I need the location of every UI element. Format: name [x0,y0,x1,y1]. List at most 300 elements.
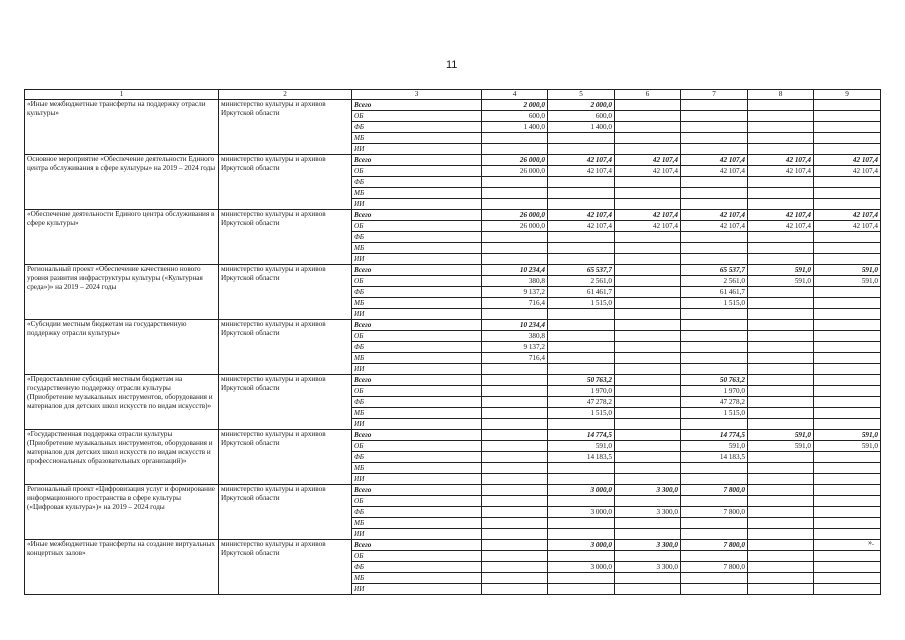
value-cell [748,573,814,584]
table-row-total [25,375,881,386]
value-cell [548,364,615,375]
value-cell [681,254,748,265]
value-cell [482,397,548,408]
value-cell [814,342,881,353]
funding-source-cell: МБ [352,518,482,529]
value-cell [681,496,748,507]
value-cell: 591,0 [814,276,881,287]
funding-source-cell: Всего [352,485,482,496]
value-cell [615,254,681,265]
value-cell: 1 515,0 [681,408,748,419]
value-cell [482,386,548,397]
value-cell [748,463,814,474]
value-cell: 50 763,2 [681,375,748,386]
value-cell [482,551,548,562]
value-cell [814,551,881,562]
value-cell [748,199,814,210]
value-cell: 14 774,5 [681,430,748,441]
value-cell [548,474,615,485]
value-cell: 65 537,7 [548,265,615,276]
value-cell [748,111,814,122]
value-cell [681,573,748,584]
value-cell [814,353,881,364]
value-cell [482,529,548,540]
value-cell: 42 107,4 [748,166,814,177]
value-cell [748,452,814,463]
responsible-cell: министерство культуры и архивов Иркутской области [219,320,352,375]
value-cell [482,584,548,595]
value-cell [482,419,548,430]
value-cell [681,177,748,188]
value-cell [748,287,814,298]
value-cell [814,562,881,573]
value-cell [814,177,881,188]
value-cell [748,584,814,595]
funding-source-cell: ФБ [352,452,482,463]
value-cell [615,474,681,485]
measure-name-cell: Региональный проект «Цифровизация услуг и формирование информационного пространства в сфере культуры («Цифровая культура»)» на 2019 – 2024 годы [25,485,219,540]
value-cell [615,375,681,386]
value-cell [748,320,814,331]
header-row [25,90,881,100]
value-cell [615,551,681,562]
value-cell: 2 000,0 [482,100,548,111]
value-cell [681,419,748,430]
value-cell: 591,0 [748,265,814,276]
value-cell [681,232,748,243]
value-cell [615,276,681,287]
column-header: 7 [681,90,748,100]
value-cell: 42 107,4 [615,221,681,232]
value-cell: 14 183,5 [548,452,615,463]
value-cell [615,188,681,199]
funding-source-cell: Всего [352,265,482,276]
value-cell [615,430,681,441]
value-cell [548,331,615,342]
value-cell [814,144,881,155]
value-cell [615,133,681,144]
value-cell [681,100,748,111]
measure-name-cell: «Обеспечение деятельности Единого центра обслуживания в сфере культуры» [25,210,219,265]
value-cell [615,408,681,419]
value-cell [748,122,814,133]
value-cell [748,254,814,265]
value-cell [548,573,615,584]
funding-source-cell: ОБ [352,331,482,342]
funding-source-cell: Всего [352,540,482,551]
value-cell: 380,8 [482,331,548,342]
value-cell [814,463,881,474]
funding-source-cell: ОБ [352,111,482,122]
measure-name-cell: Основное мероприятие «Обеспечение деятельности Единого центра обслуживания в сфере культуры» на 2019 – 2024 годы [25,155,219,210]
value-cell [615,353,681,364]
value-cell: 42 107,4 [548,221,615,232]
funding-source-cell: Всего [352,430,482,441]
funding-source-cell: МБ [352,573,482,584]
budget-table [24,89,881,595]
value-cell [681,353,748,364]
value-cell: 591,0 [814,265,881,276]
value-cell [681,133,748,144]
value-cell [482,507,548,518]
measure-name-cell: «Государственная поддержка отрасли культуры (Приобретение музыкальных инструментов, оборудования и материалов для детских школ искусств по видам искусств и профессиональных образовательных организаций)» [25,430,219,485]
value-cell [482,375,548,386]
value-cell [615,441,681,452]
funding-source-cell: ИИ [352,199,482,210]
value-cell [482,408,548,419]
value-cell: 42 107,4 [548,155,615,166]
funding-source-cell: ФБ [352,397,482,408]
responsible-cell: министерство культуры и архивов Иркутской области [219,375,352,430]
value-cell [615,419,681,430]
value-cell [482,474,548,485]
responsible-cell: министерство культуры и архивов Иркутской области [219,100,352,155]
value-cell [548,177,615,188]
funding-source-cell: ОБ [352,496,482,507]
value-cell [615,243,681,254]
value-cell [748,133,814,144]
funding-source-cell: ФБ [352,562,482,573]
value-cell [814,298,881,309]
value-cell [748,529,814,540]
funding-source-cell: ОБ [352,166,482,177]
value-cell [681,320,748,331]
value-cell: 3 000,0 [548,540,615,551]
value-cell [615,265,681,276]
page-number: 11 [446,59,458,71]
column-header: 5 [548,90,615,100]
value-cell: 1 515,0 [548,298,615,309]
value-cell [681,111,748,122]
column-header: 1 [25,90,219,100]
measure-name-cell: «Иные межбюджетные трансферты на поддержку отрасли культуры» [25,100,219,155]
value-cell: 1 515,0 [681,298,748,309]
funding-source-cell: МБ [352,463,482,474]
value-cell [615,397,681,408]
value-cell [615,199,681,210]
value-cell [814,100,881,111]
value-cell [748,551,814,562]
value-cell [814,309,881,320]
value-cell [482,518,548,529]
value-cell [748,496,814,507]
value-cell [814,287,881,298]
value-cell: 591,0 [814,430,881,441]
value-cell [482,232,548,243]
column-header: 8 [748,90,814,100]
funding-source-cell: ФБ [352,342,482,353]
value-cell [548,199,615,210]
value-cell: 1 970,0 [548,386,615,397]
value-cell [748,144,814,155]
value-cell: 7 800,0 [681,507,748,518]
value-cell [814,397,881,408]
funding-source-cell: ОБ [352,386,482,397]
value-cell: 2 000,0 [548,100,615,111]
funding-source-cell: МБ [352,408,482,419]
responsible-cell: министерство культуры и архивов Иркутской области [219,210,352,265]
value-cell [482,430,548,441]
value-cell [748,408,814,419]
funding-source-cell: Всего [352,100,482,111]
value-cell: 7 800,0 [681,562,748,573]
value-cell [548,551,615,562]
value-cell [681,584,748,595]
value-cell: 42 107,4 [681,166,748,177]
value-cell [615,144,681,155]
value-cell: 42 107,4 [814,221,881,232]
table-row-total [25,155,881,166]
funding-source-cell: ФБ [352,122,482,133]
funding-source-cell: МБ [352,353,482,364]
value-cell: 47 278,2 [548,397,615,408]
value-cell: 591,0 [548,441,615,452]
value-cell: 65 537,7 [681,265,748,276]
value-cell [748,364,814,375]
funding-source-cell: Всего [352,320,482,331]
value-cell: 3 300,0 [615,507,681,518]
value-cell: 3 000,0 [548,562,615,573]
measure-name-cell: «Предоставление субсидий местным бюджетам на государственную поддержку отрасли культуры (Приобретение музыкальных инструментов, оборудования и материалов для детских школ искусств по видам искусств)» [25,375,219,430]
funding-source-cell: ИИ [352,529,482,540]
funding-source-cell: ФБ [352,232,482,243]
value-cell [482,254,548,265]
value-cell [681,551,748,562]
table-row-total [25,540,881,551]
value-cell [482,562,548,573]
value-cell [681,364,748,375]
value-cell [814,408,881,419]
funding-source-cell: Всего [352,375,482,386]
value-cell [548,419,615,430]
value-cell [482,485,548,496]
value-cell [482,199,548,210]
value-cell [615,364,681,375]
value-cell [615,232,681,243]
value-cell [814,419,881,430]
value-cell [615,287,681,298]
value-cell [548,463,615,474]
value-cell [814,496,881,507]
funding-source-cell: ИИ [352,254,482,265]
value-cell: 42 107,4 [548,210,615,221]
value-cell [748,298,814,309]
value-cell: 42 107,4 [615,155,681,166]
funding-source-cell: ИИ [352,584,482,595]
value-cell [615,529,681,540]
value-cell [814,243,881,254]
value-cell [814,111,881,122]
responsible-cell: министерство культуры и архивов Иркутской области [219,540,352,595]
value-cell [548,188,615,199]
table-row-total [25,485,881,496]
value-cell [548,320,615,331]
funding-source-cell: ИИ [352,144,482,155]
table-row-total [25,210,881,221]
value-cell: 26 000,0 [482,221,548,232]
value-cell [814,452,881,463]
value-cell [748,100,814,111]
value-cell [482,463,548,474]
value-cell: 14 774,5 [548,430,615,441]
value-cell: 42 107,4 [814,210,881,221]
value-cell: 10 234,4 [482,320,548,331]
value-cell: 600,0 [482,111,548,122]
value-cell [681,474,748,485]
value-cell [748,507,814,518]
value-cell [814,331,881,342]
funding-source-cell: ИИ [352,419,482,430]
value-cell [814,199,881,210]
value-cell: 10 234,4 [482,265,548,276]
value-cell [482,364,548,375]
value-cell [482,441,548,452]
value-cell [748,342,814,353]
responsible-cell: министерство культуры и архивов Иркутской области [219,265,352,320]
value-cell [548,232,615,243]
value-cell [814,320,881,331]
value-cell: 14 183,5 [681,452,748,463]
funding-source-cell: МБ [352,133,482,144]
column-header: 9 [814,90,881,100]
value-cell [748,474,814,485]
value-cell: 591,0 [814,441,881,452]
value-cell [681,463,748,474]
funding-source-cell: ФБ [352,177,482,188]
value-cell [615,386,681,397]
value-cell [482,540,548,551]
value-cell [548,529,615,540]
value-cell [548,133,615,144]
value-cell [814,518,881,529]
value-cell [615,100,681,111]
column-header: 2 [219,90,352,100]
value-cell [615,342,681,353]
value-cell: 1 515,0 [548,408,615,419]
value-cell [548,342,615,353]
value-cell: 26 000,0 [482,210,548,221]
value-cell [814,474,881,485]
responsible-cell: министерство культуры и архивов Иркутской области [219,430,352,485]
value-cell [814,364,881,375]
value-cell [681,342,748,353]
value-cell [814,188,881,199]
measure-name-cell: Региональный проект «Обеспечение качественно нового уровня развития инфраструктуры культуры («Культурная среда»)» на 2019 – 2024 годы [25,265,219,320]
value-cell: 3 000,0 [548,507,615,518]
funding-source-cell: Всего [352,210,482,221]
value-cell [681,122,748,133]
funding-source-cell: ИИ [352,474,482,485]
value-cell [548,496,615,507]
value-cell: 42 107,4 [615,210,681,221]
funding-source-cell: Всего [352,155,482,166]
value-cell: 50 763,2 [548,375,615,386]
value-cell: 2 561,0 [548,276,615,287]
value-cell: 380,8 [482,276,548,287]
value-cell: 42 107,4 [748,221,814,232]
value-cell: 42 107,4 [814,166,881,177]
value-cell: 42 107,4 [548,166,615,177]
funding-source-cell: ОБ [352,551,482,562]
value-cell [548,254,615,265]
value-cell: 3 300,0 [615,540,681,551]
value-cell [681,243,748,254]
column-header: 3 [352,90,482,100]
value-cell: 42 107,4 [748,155,814,166]
value-cell: 61 461,7 [681,287,748,298]
value-cell: 600,0 [548,111,615,122]
value-cell [681,199,748,210]
measure-name-cell: «Иные межбюджетные трансферты на создание виртуальных концертных залов» [25,540,219,595]
value-cell [615,122,681,133]
value-cell: 1 970,0 [681,386,748,397]
value-cell [814,122,881,133]
value-cell: 591,0 [681,441,748,452]
value-cell [482,573,548,584]
funding-source-cell: МБ [352,188,482,199]
value-cell: 1 400,0 [548,122,615,133]
funding-source-cell: ОБ [352,276,482,287]
value-cell: 1 400,0 [482,122,548,133]
value-cell: 716,4 [482,353,548,364]
value-cell [814,232,881,243]
value-cell [814,573,881,584]
value-cell [681,144,748,155]
value-cell [548,309,615,320]
value-cell [681,518,748,529]
value-cell: 47 278,2 [681,397,748,408]
value-cell: 61 461,7 [548,287,615,298]
value-cell: 716,4 [482,298,548,309]
value-cell [615,584,681,595]
funding-source-cell: ФБ [352,287,482,298]
value-cell [482,188,548,199]
value-cell [548,243,615,254]
value-cell [615,298,681,309]
responsible-cell: министерство культуры и архивов Иркутской области [219,485,352,540]
value-cell [548,518,615,529]
value-cell: 3 300,0 [615,485,681,496]
value-cell [748,331,814,342]
value-cell [482,496,548,507]
value-cell [482,243,548,254]
value-cell [814,507,881,518]
value-cell [681,309,748,320]
table-row-total [25,100,881,111]
value-cell [548,584,615,595]
value-cell [615,331,681,342]
value-cell [681,529,748,540]
value-cell: 2 561,0 [681,276,748,287]
value-cell [748,562,814,573]
value-cell [748,397,814,408]
value-cell [814,584,881,595]
value-cell [748,353,814,364]
funding-source-cell: ОБ [352,221,482,232]
value-cell: 26 000,0 [482,166,548,177]
value-cell: 7 800,0 [681,540,748,551]
table-row-total [25,320,881,331]
value-cell: 42 107,4 [748,210,814,221]
funding-source-cell: МБ [352,243,482,254]
value-cell [748,419,814,430]
value-cell: 591,0 [748,276,814,287]
value-cell [482,144,548,155]
value-cell [748,177,814,188]
value-cell [615,111,681,122]
funding-source-cell: МБ [352,298,482,309]
value-cell [681,331,748,342]
